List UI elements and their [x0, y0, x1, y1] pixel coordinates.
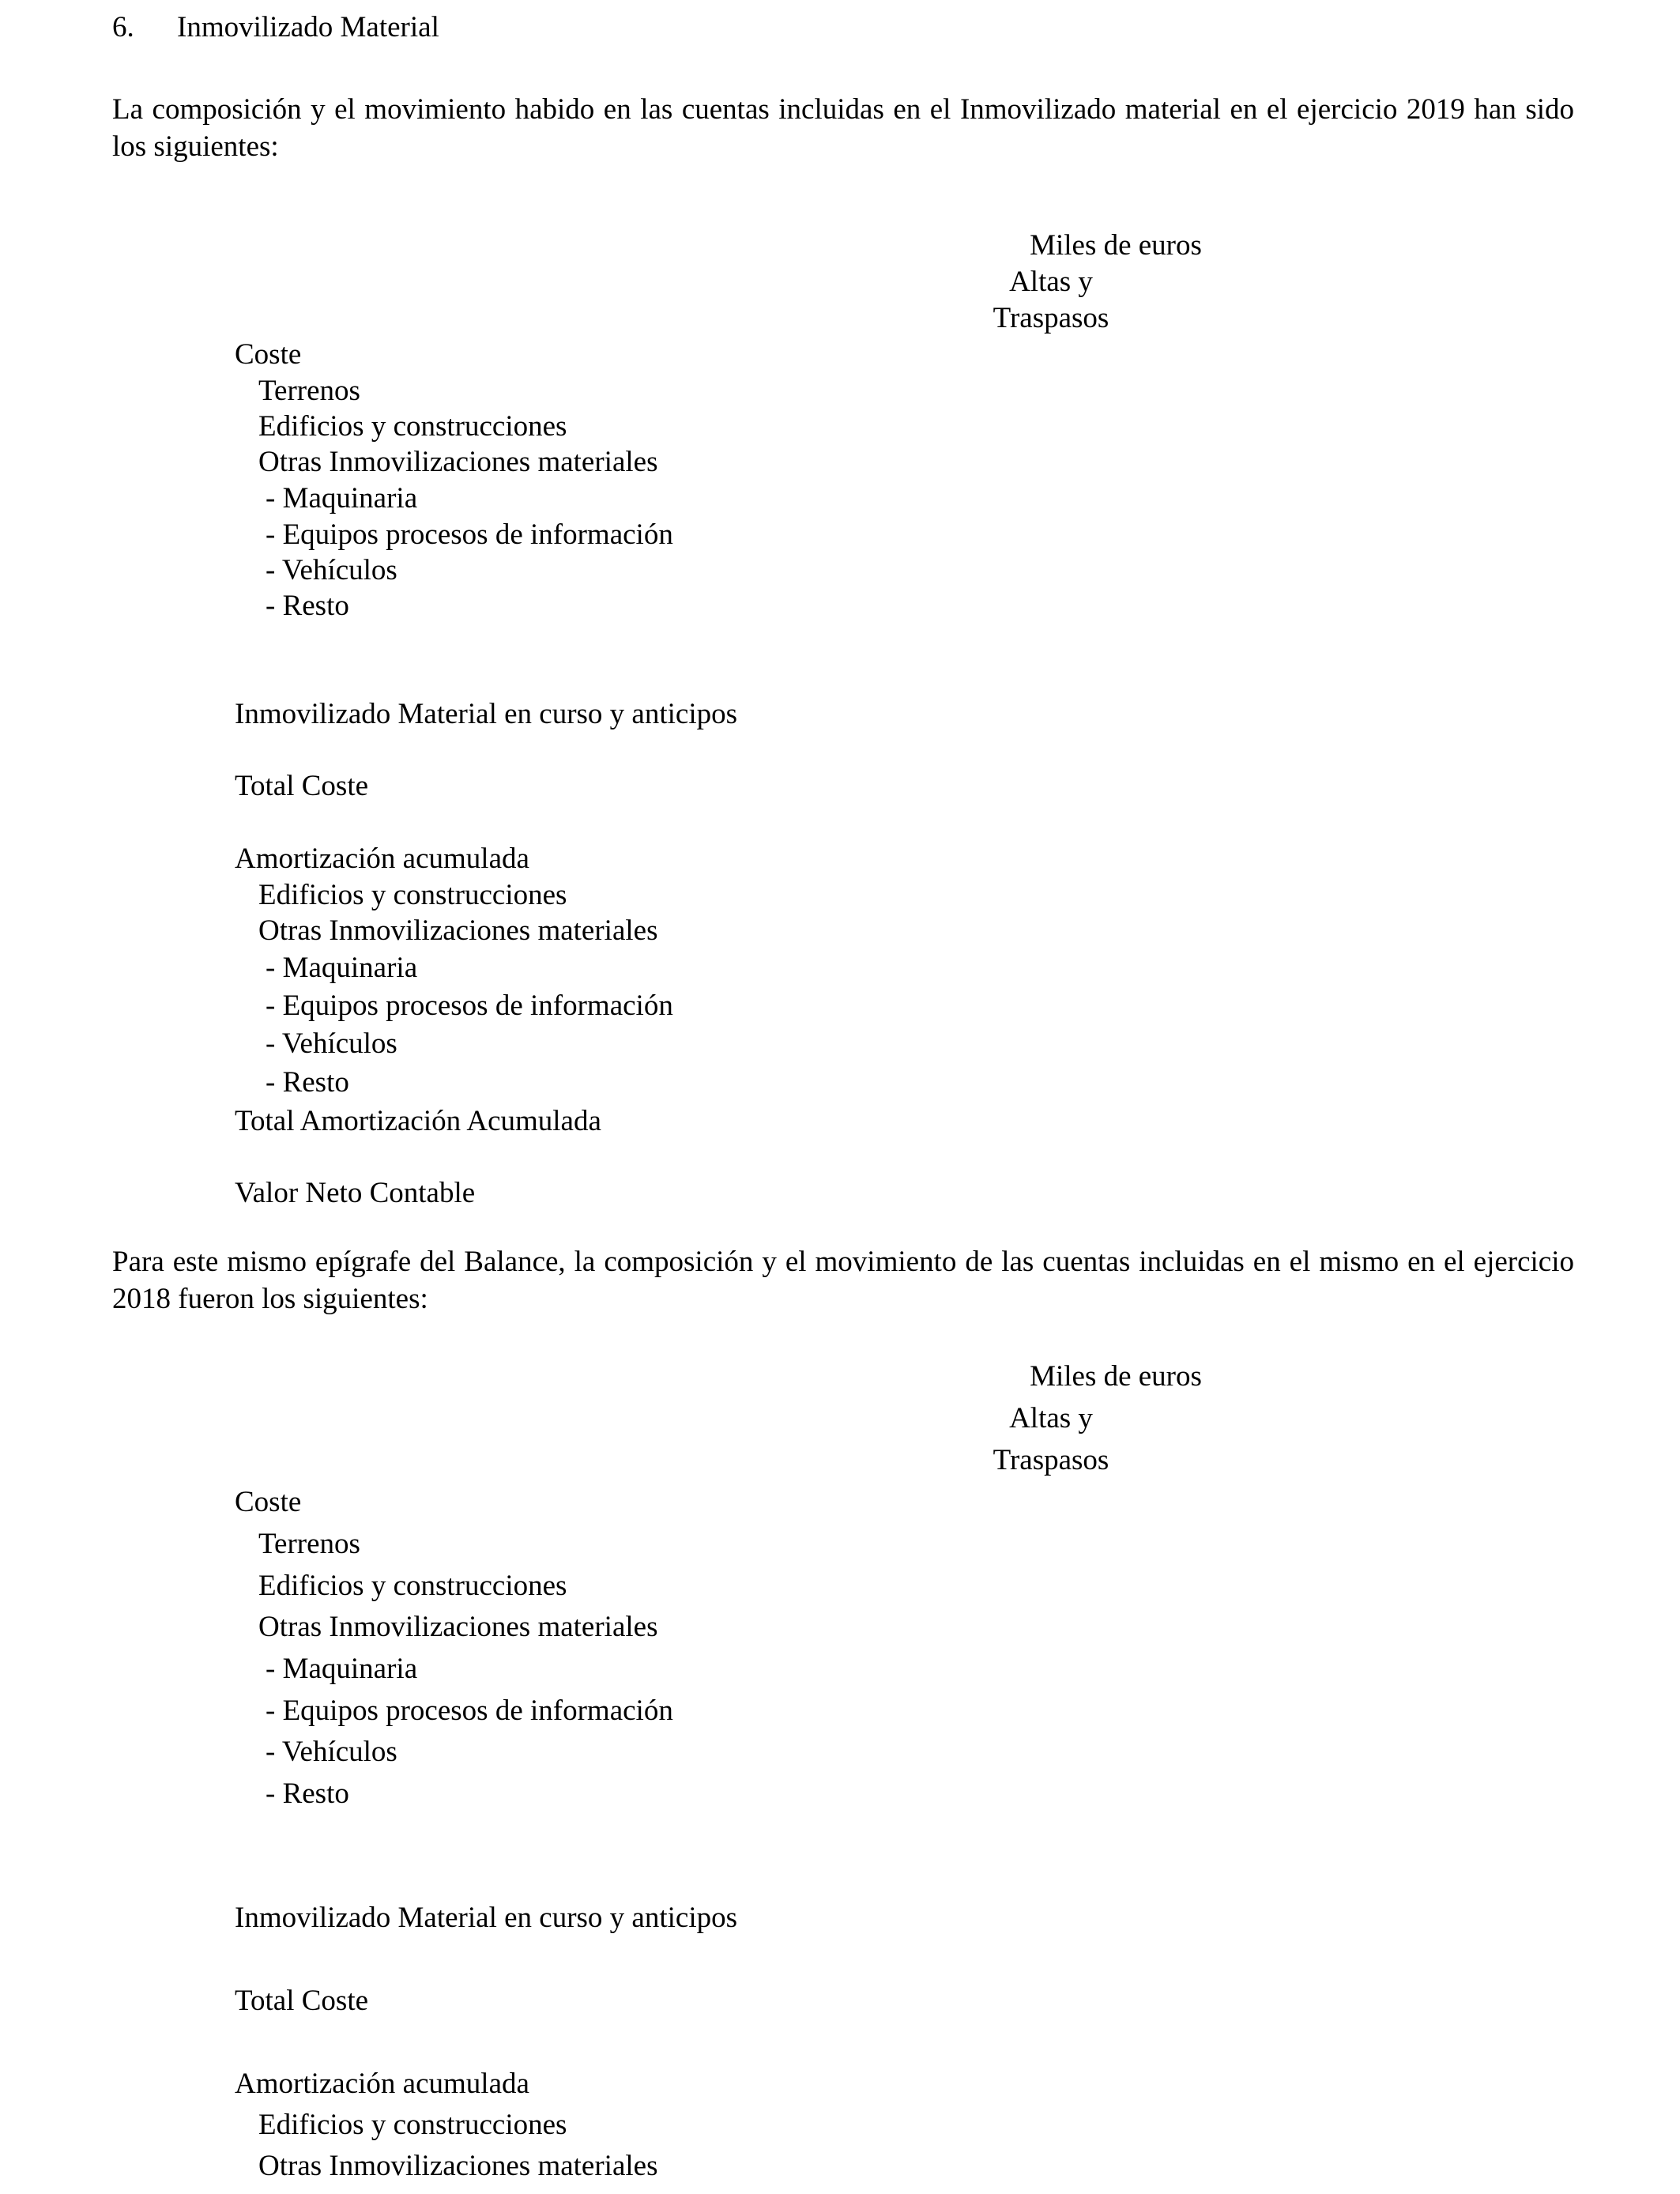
row-label: - Vehículos — [266, 1027, 397, 1060]
row-label: Total Coste — [235, 770, 369, 802]
row-label: - Vehículos — [266, 554, 397, 586]
section-heading — [112, 13, 439, 42]
row-label: Edificios y construcciones — [258, 1570, 567, 1602]
row-label: - Vehículos — [266, 1736, 397, 1768]
row-label: Otras Inmovilizaciones materiales — [258, 914, 658, 947]
row-label: Valor Neto Contable — [235, 1177, 476, 1209]
row-label: Otras Inmovilizaciones materiales — [258, 2150, 658, 2182]
row-label: Total Coste — [235, 1985, 369, 2017]
header-unit: Miles de euros — [1030, 229, 1202, 262]
intro-paragraph-2018: Para este mismo epígrafe del Balance, la composición y el movimiento de las cuentas incluidas en el mismo en el ejercicio 2018 fueron los siguientes: — [112, 1246, 1574, 1315]
section-title: Inmovilizado Material — [177, 11, 439, 43]
row-label: - Maquinaria — [266, 1653, 418, 1685]
header-altas-line1: Altas y — [1009, 266, 1093, 298]
row-label: Edificios y construcciones — [258, 879, 567, 911]
row-label: Terrenos — [258, 375, 360, 407]
row-label: Inmovilizado Material en curso y anticipos — [235, 1902, 738, 1934]
row-label: - Resto — [266, 590, 349, 622]
row-label: - Equipos procesos de información — [266, 518, 673, 551]
row-label: Total Amortización Acumulada — [235, 1105, 601, 1137]
row-label: - Maquinaria — [266, 482, 418, 515]
row-label: - Equipos procesos de información — [266, 1695, 673, 1727]
row-label: - Equipos procesos de información — [266, 990, 673, 1022]
row-label: Coste — [235, 1486, 302, 1518]
header-altas-line2: Traspasos — [993, 302, 1109, 334]
row-label: Amortización acumulada — [235, 843, 529, 875]
row-label: - Resto — [266, 1066, 349, 1099]
row-label: Coste — [235, 338, 302, 371]
header-altas-line2: Traspasos — [993, 1444, 1109, 1476]
header-unit: Miles de euros — [1030, 1360, 1202, 1393]
section-number: 6. — [112, 11, 134, 43]
row-label: - Resto — [266, 1777, 349, 1810]
intro-paragraph-2019: La composición y el movimiento habido en las cuentas incluidas en el Inmovilizado material en el ejercicio 2019 han sido los siguientes: — [112, 93, 1574, 163]
row-label: Inmovilizado Material en curso y anticipos — [235, 698, 738, 730]
row-label: Otras Inmovilizaciones materiales — [258, 446, 658, 478]
row-label: Terrenos — [258, 1528, 360, 1560]
header-altas-line1: Altas y — [1009, 1402, 1093, 1434]
row-label: Amortización acumulada — [235, 2068, 529, 2100]
row-label: Edificios y construcciones — [258, 2109, 567, 2141]
row-label: Edificios y construcciones — [258, 410, 567, 443]
row-label: Otras Inmovilizaciones materiales — [258, 1611, 658, 1643]
row-label: - Maquinaria — [266, 952, 418, 984]
